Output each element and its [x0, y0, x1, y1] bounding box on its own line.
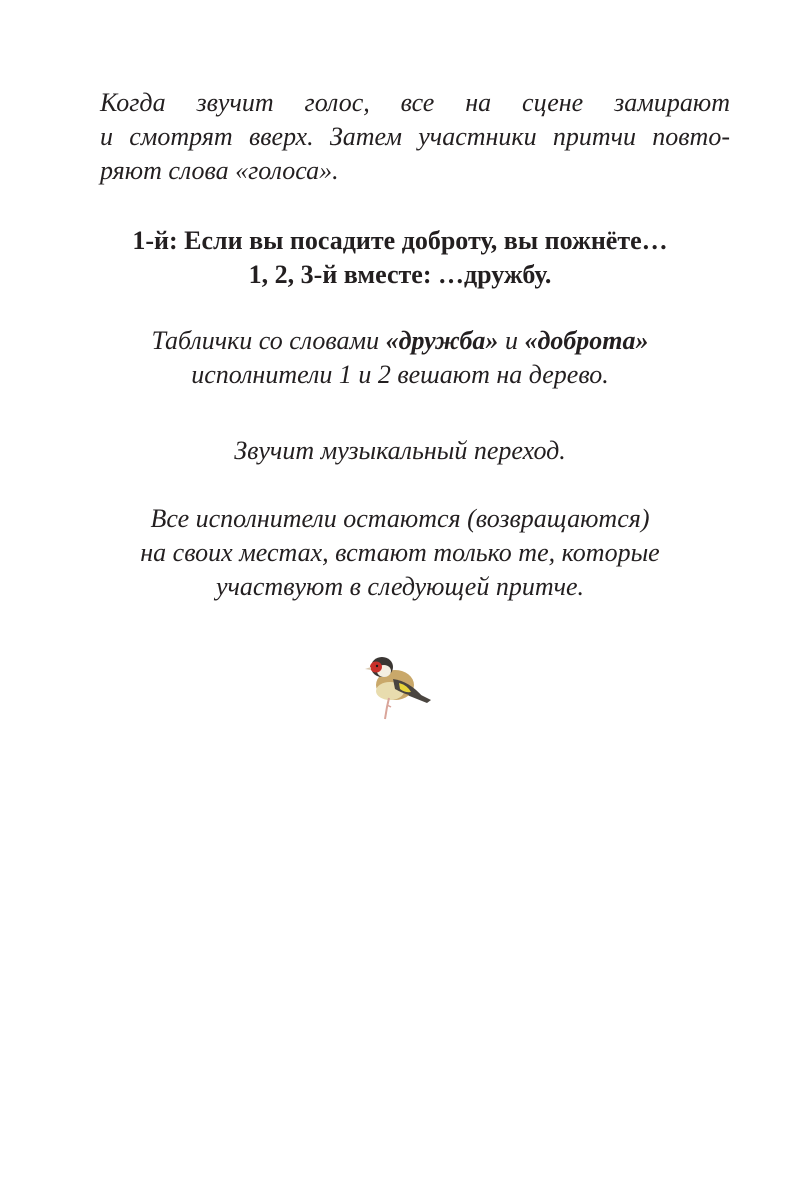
- text-line: на своих местах, встают только те, которые: [140, 538, 660, 567]
- dialogue-line-first: 1-й: Если вы посадите доброту, вы пожнёте…: [132, 226, 668, 255]
- text-line: [90, 324, 710, 358]
- paragraph-voice-sounds: [100, 86, 730, 188]
- text-line: Все исполнители остаются (возвращаются): [150, 504, 650, 533]
- word-kindness: «доброта»: [524, 326, 649, 355]
- stage-direction-signs: [90, 324, 710, 392]
- text-fragment: Таблички со словами: [151, 326, 386, 355]
- text-line: исполнители 1 и 2 вешают на дерево.: [191, 360, 609, 389]
- text-line: участвуют в следующей притче.: [215, 572, 585, 601]
- stage-direction-music: [90, 434, 710, 468]
- text-fragment: и: [498, 326, 525, 355]
- text-line: и смотрят вверх. Затем участники притчи повто-: [100, 122, 730, 151]
- stage-direction-performers: [90, 502, 710, 604]
- text-line: Звучит музыкальный переход.: [234, 436, 566, 465]
- dialogue-line-together: 1, 2, 3-й вместе: …дружбу.: [248, 260, 552, 289]
- text-line: ряют слова «голоса».: [100, 156, 339, 185]
- text-line: Когда звучит голос, все на сцене замирают: [100, 88, 730, 117]
- word-friendship: «дружба»: [385, 326, 499, 355]
- dialogue-block: [90, 224, 710, 292]
- goldfinch-bird-icon: [365, 645, 435, 720]
